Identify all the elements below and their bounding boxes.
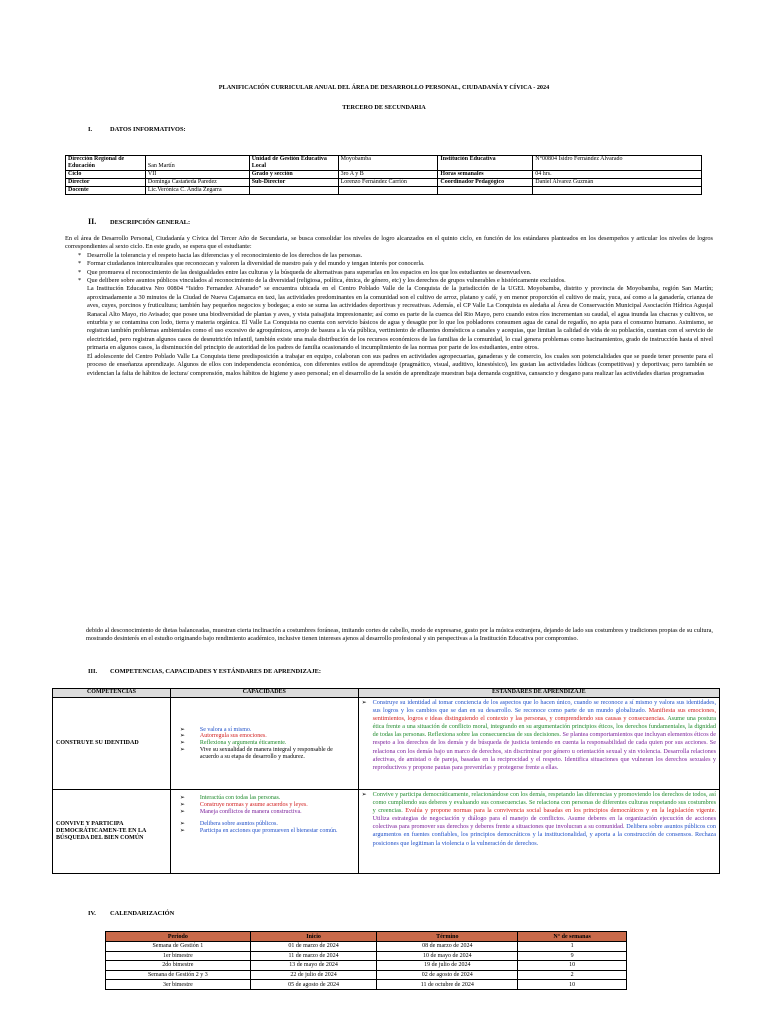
standard-text: Evalúa y propone normas para la convivencia social basadas en los principios democráticos y en la legislación vigente. — [402, 807, 716, 815]
calendar-table — [105, 931, 627, 990]
section-3-heading: III. COMPETENCIAS, CAPACIDADES Y ESTÁNDARES DE APRENDIZAJE: — [88, 668, 322, 675]
document-subtitle: TERCERO DE SECUNDARIA — [342, 104, 426, 111]
column-header: Término — [377, 932, 518, 942]
table-row — [106, 942, 627, 952]
standard-text: Manifiesta sus emociones, sentimientos, logros e ideas distinguiendo el contexto y las personas, y comprendiendo sus causas y consecuencias. — [372, 707, 716, 723]
capacity-item: ➢ Delibera sobre asuntos públicos. — [176, 821, 353, 828]
capacity-item: ➢ Se valora a sí mismo. — [176, 727, 353, 734]
column-header: N° de semanas — [518, 932, 627, 942]
end-cell: 10 de mayo de 2024 — [377, 951, 518, 961]
info-row — [66, 187, 702, 195]
standard-text: Se plantea comportamientos que incluyan elementos éticos de respeto a los derechos de los demás y de búsqueda de justicia teniendo en cuenta la responsabilidad de cada quien por sus acciones. Se relaciona con los demás bajo un marco de derechos, sin discriminar por género u orientación sexual y sin violencia. Desarrolla relaciones afectivas, de amistad o de pareja, basadas en la reciprocidad y el respeto. Identifica situaciones que vulneran los derechos sexuales y reproductivos y propone pautas para prevenirlas y protegerse frente a ellas. — [372, 731, 716, 771]
start-cell: 22 de julio de 2024 — [250, 970, 377, 980]
info-label: Sub-Director — [249, 179, 338, 187]
column-header: CAPACIDADES — [170, 689, 358, 698]
info-label: Ciclo — [66, 171, 146, 179]
standard-text: Utiliza estrategias de negociación y diálogo para el manejo de conflictos. Asume deberes en la organización ejecución de acciones colectivas para promover sus derechos y deberes frente a situaciones que involucran a su comunidad. — [372, 815, 716, 831]
capacities-list — [172, 791, 357, 839]
start-cell: 05 de agosto de 2024 — [250, 980, 377, 990]
standard-text: Asume una postura ética frente a una situación de conflicto moral, integrando en su argumentación principios éticos, los derechos fundamentales, la dignidad de todas las personas. Reflexiona sobre las consecuencias de sus decisiones. — [372, 715, 717, 739]
info-label — [438, 187, 533, 195]
weeks-cell: 10 — [518, 980, 627, 990]
table-row — [106, 961, 627, 971]
capacity-item: ➢ Construye normas y asume acuerdos y leyes. — [176, 802, 353, 809]
column-header: COMPETENCIAS — [53, 689, 171, 698]
info-label: Institución Educativa — [438, 156, 533, 171]
table-row — [106, 970, 627, 980]
info-value: Lorenzo Fernández Carrión — [338, 179, 438, 187]
info-value: Dominga Castañeda Paredez — [145, 179, 249, 187]
document-title: PLANIFICACIÓN CURRICULAR ANUAL DEL ÁREA DE DESARROLLO PERSONAL, CIUDADANÍA Y CÍVICA - 2024 — [218, 84, 550, 91]
capacity-item: ➢ Maneja conflictos de manera constructiva. — [176, 809, 353, 816]
info-value: 04 hrs. — [533, 171, 702, 179]
info-table — [65, 155, 702, 195]
general-description — [65, 235, 713, 378]
table-row — [106, 951, 627, 961]
info-value: VII — [145, 171, 249, 179]
info-value — [338, 187, 438, 195]
capacity-item: ➢ Autorregula sus emociones. — [176, 733, 353, 740]
column-header: Inicio — [250, 932, 377, 942]
column-header: Periodo — [106, 932, 251, 942]
table-header-row — [106, 932, 627, 942]
weeks-cell: 1 — [518, 942, 627, 952]
info-value: 3ro A y B — [338, 171, 438, 179]
capacity-item: ➢ Reflexiona y argumenta éticamente. — [176, 740, 353, 747]
period-cell: Semana de Gestión 1 — [106, 942, 251, 952]
capacities-list — [172, 723, 357, 765]
competency-name: CONVIVE Y PARTICIPA DEMOCRÁTICAMEN-TE EN LA BÚSQUEDA DEL BIEN COMÚN — [53, 790, 171, 874]
weeks-cell: 10 — [518, 961, 627, 971]
info-value: N°00804 Isidro Fernández Alvarado — [533, 156, 702, 171]
start-cell: 11 de marzo de 2024 — [250, 951, 377, 961]
standard-text: Construye su identidad al tomar conciencia de los aspectos que lo hacen único, cuando se reconoce a sí mismo y valora sus identidades, sus logros y los cambios que se dan en su desarrollo. Se reconoce como parte de un mundo globalizado. — [372, 699, 716, 715]
context-paragraph: La Institución Educativa Nro 00804 “Isidro Fernandez Alvarado” se encuentra ubicada en el Centro Poblado Valle de la Conquista de la jurisdicción de la UGEL Moyobamba, distrito y provincia de Moyobamba, región San Martín; aproximadamente a 30 minutos de la Ciudad de Nueva Cajamarca en taxi, las actividades predominantes en la comunidad son el cultivo de arroz, platano y café, y en menor proporción el cultivo de maíz, yuca, así como a la ganadería, crianza de aves, cuyes, porcinos y fruticultura; también hay pequeños negocios y bodegas; a esto se suma las actividades deportivas y recreativas. Además, el CP Valle La Conquista es aledaña al Área de Conservación Municipal Asociación Hídrica Agusjal Ranacal Alto Mayo, rio Avisado; que posee una biodiversidad de plantas y aves, y vista paisajista impresionante; así como es parte de la cuenca del Rio Mayo, pero cuando estos ríos incrementan su caudal, el agua inunda las chacras y cultivos, se enturbia y se contamina con lodo, tierra y materia orgánica. El Valle La Conquista no cuenta con servicio básicos de agua y desagüe por lo que los pobladores consumen agua de canal de regadío, no apta para el consumo humano. Asimismo, se registran también problemas ambientales como el uso excesivo de agroquímicos, arrojo de basura a la vía pública, vertimiento de efluentes domésticos a canales y acequias, que limitan la calidad de vida de su población, cuentan con el servicio de electricidad, pero registran algunos casos de desnutrición infantil, también existe una mala distribución de los recursos económicos de las familias de la comunidad, lo cual genera problemas como hacinamientos, grado de instrucción hasta el nivel primaria en algunos casos, la disminución del principio de autoridad de los padres de familia ocasionando el incumplimiento de las normas por parte de los estudiantes, entre otros. — [87, 285, 713, 352]
competency-name: CONSTRUYE SU IDENTIDAD — [53, 698, 171, 790]
capacity-item: ➢ Interactúa con todas las personas. — [176, 795, 353, 802]
standards-cell — [358, 790, 719, 874]
weeks-cell: 9 — [518, 951, 627, 961]
info-value — [533, 187, 702, 195]
table-row — [106, 980, 627, 990]
students-paragraph-continued: debido al desconocimiento de dietas balanceadas, muestran cierta inclinación a costumbres foráneas, imitando cortes de cabello, modo de expresarse, gusto por la música extranjera, dejando de lado sus costumbres y tradiciones propias de su cultura, mostrando desinterés en el estudio originando bajo rendimiento académico, inclusive tienen intereses ajenos al desarrollo profesional y sin perspectivas a la Institución Educativa por compromiso. — [86, 627, 713, 643]
info-label: Grado y sección — [249, 171, 338, 179]
end-cell: 11 de octubre de 2024 — [377, 980, 518, 990]
info-row — [66, 179, 702, 187]
list-item: * Desarrolle la tolerancia y el respeto hacia las diferencias y el reconocimiento de los derechos de las personas. — [65, 252, 713, 260]
standard-text: Delibera sobre asuntos públicos con argumentos en fuentes confiables, los principios democráticos y la institucionalidad, y aporta a la construcción de consensos. Rechaza posiciones que legitiman la violencia o la vulneración de derechos. — [372, 823, 716, 847]
capacities-cell — [170, 790, 358, 874]
info-label: Coordinador Pedagógico — [438, 179, 533, 187]
info-label: Dirección Regional de Educación — [66, 156, 146, 171]
period-cell: 2do bimestre — [106, 961, 251, 971]
period-cell: Semana de Gestión 2 y 3 — [106, 970, 251, 980]
info-label: Docente — [66, 187, 146, 195]
standards-cell — [358, 698, 719, 790]
competencies-table — [52, 688, 720, 874]
weeks-cell: 2 — [518, 970, 627, 980]
goals-list — [65, 252, 713, 286]
list-item: * Que promueva el reconocimiento de las desigualdades entre las culturas y la búsqueda de alternativas para superarlas en los espacios en los que los estudiantes se desenvuelven. — [65, 269, 713, 277]
period-cell: 3er bimestre — [106, 980, 251, 990]
capacity-item: ➢ Vive su sexualidad de manera integral y responsable de acuerdo a su etapa de desarrollo y madurez. — [176, 747, 353, 761]
end-cell: 19 de julio de 2024 — [377, 961, 518, 971]
start-cell: 01 de marzo de 2024 — [250, 942, 377, 952]
info-row — [66, 156, 702, 171]
info-value: San Martín — [145, 156, 249, 171]
info-label — [249, 187, 338, 195]
info-value: Lic.Verónica C. Andia Zegarra — [145, 187, 249, 195]
capacities-cell — [170, 698, 358, 790]
list-item: * Formar ciudadanos interculturales que reconozcan y valoren la diversidad de nuestro país y del mundo y tengan interés por conocerla. — [65, 260, 713, 268]
end-cell: 02 de agosto de 2024 — [377, 970, 518, 980]
info-value: Moyobamba — [338, 156, 438, 171]
standard-text: Convive y participa democráticamente, relacionándose con los demás, respetando las diferencias y promoviendo los derechos de todos, así como cumpliendo sus deberes y evaluando sus consecuencias. Se relaciona con personas de diferentes culturas respetando sus costumbres y creencias. — [372, 791, 716, 815]
info-label: Director — [66, 179, 146, 187]
list-item: * Que delibere sobre asuntos públicos vinculados al reconocimiento de la diversidad (religiosa, política, étnica, de género, etc) y los derechos de grupos vulnerables e históricamente excluidos. — [65, 277, 713, 285]
section-4-heading: IV. CALENDARIZACIÓN — [88, 910, 175, 917]
table-row — [53, 698, 720, 790]
info-label: Horas semanales — [438, 171, 533, 179]
period-cell: 1er bimestre — [106, 951, 251, 961]
table-row — [53, 790, 720, 874]
section-1-heading: I. DATOS INFORMATIVOS: — [88, 126, 186, 133]
intro-paragraph: En el área de Desarrollo Personal, Ciudadanía y Cívica del Tercer Año de Secundaria, se busca consolidar los niveles de logro alcanzados en el quinto ciclo, en función de los estándares planteados en los desempeños y articular los niveles de logros correspondientes al sexto ciclo. En este grado, se espera que el estudiante: — [65, 235, 713, 251]
column-header: ESTANDARES DE APRENDIZAJE — [358, 689, 719, 698]
table-header-row — [53, 689, 720, 698]
capacity-item: ➢ Participa en acciones que promueven el bienestar común. — [176, 828, 353, 835]
info-value: Daniel Alvarez Guzmán — [533, 179, 702, 187]
start-cell: 13 de mayo de 2024 — [250, 961, 377, 971]
section-2-heading: II. DESCRIPCIÓN GENERAL: — [88, 217, 191, 226]
info-label: Unidad de Gestión Educativa Local — [249, 156, 338, 171]
students-paragraph: El adolescente del Centro Poblado Valle La Conquista tiene predisposición a trabajar en equipo, colaboran con sus padres en actividades agropecuarias, ganaderas y de comercio, los cuales son potencialidades que se puede tener presente para el proceso de enseñanza aprendizaje. Algunos de ellos con independencia económica, con diferentes estilos de aprendizaje (pragmático, visual, auditivo, kinestésico), les gustan las actividades lúdicas (competitivas) y deportivas; pero también se evidencian la falta de hábitos de lectura/ comprensión, malos hábitos de higiene y aseo personal; en el desarrollo de la sesión de aprendizaje muestran baja demanda cognitiva, cansancio y desgano para realizar las actividades diarias programadas — [87, 352, 713, 377]
info-row — [66, 171, 702, 179]
end-cell: 08 de marzo de 2024 — [377, 942, 518, 952]
